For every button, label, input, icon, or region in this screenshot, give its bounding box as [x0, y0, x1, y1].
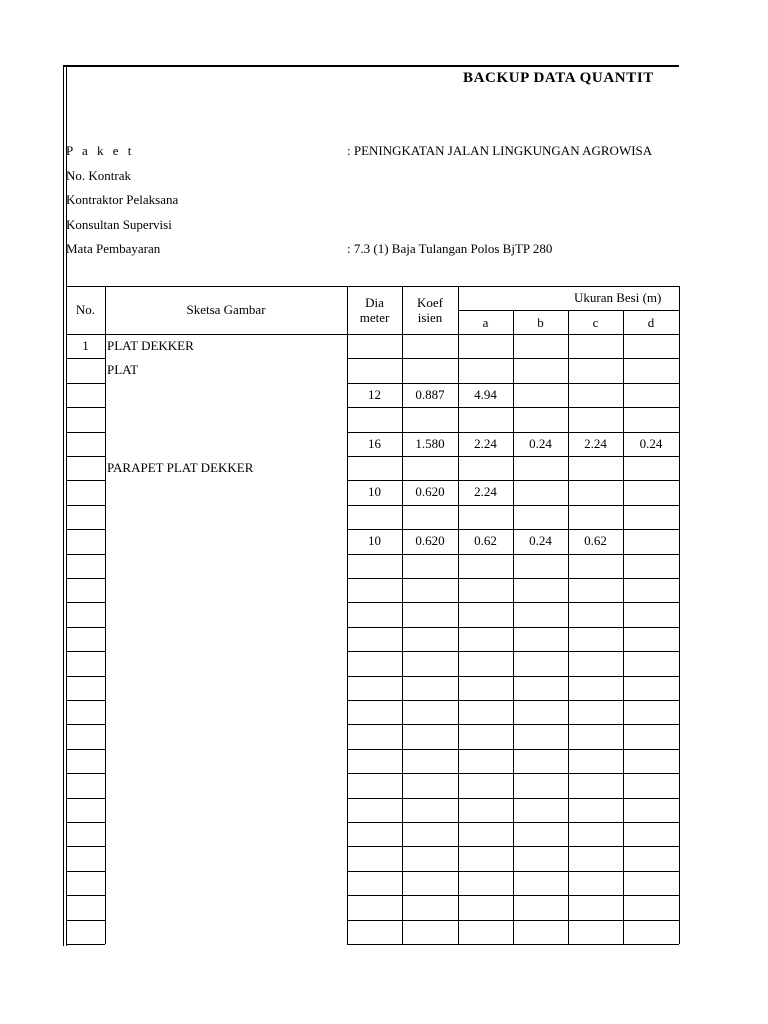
row-line	[347, 627, 679, 628]
row-line	[66, 895, 105, 896]
row-line	[66, 724, 105, 725]
cell-c: 2.24	[584, 436, 607, 451]
row-line	[347, 554, 679, 555]
mata-pembayaran-value: : 7.3 (1) Baja Tulangan Polos BjTP 280	[347, 241, 553, 256]
row-line	[347, 749, 679, 750]
row-line	[66, 383, 105, 384]
row-line	[66, 602, 105, 603]
row-line	[66, 700, 105, 701]
frame-top-border	[63, 65, 679, 67]
column-line	[105, 286, 106, 944]
row-line	[66, 358, 105, 359]
header-d: d	[647, 315, 655, 330]
cell-a: 2.24	[474, 436, 497, 451]
row-line	[347, 432, 679, 433]
row-line	[347, 798, 679, 799]
kontraktor-label: Kontraktor Pelaksana	[66, 192, 179, 207]
row-line	[347, 383, 679, 384]
cell-koef: 0.620	[415, 484, 445, 499]
cell-no: 1	[82, 338, 89, 353]
row-line	[66, 554, 105, 555]
row-line	[66, 920, 105, 921]
row-line	[347, 407, 679, 408]
row-line	[347, 358, 679, 359]
row-line	[347, 456, 679, 457]
row-line	[66, 871, 105, 872]
row-line	[66, 627, 105, 628]
cell-description: PLAT DEKKER	[107, 338, 194, 353]
row-line	[66, 578, 105, 579]
row-line	[66, 505, 105, 506]
cell-a: 0.62	[474, 533, 497, 548]
cell-dia: 10	[368, 484, 381, 499]
row-line	[66, 944, 105, 945]
header-dia-line2: meter	[359, 310, 390, 325]
paket-value: : PENINGKATAN JALAN LINGKUNGAN AGROWISA	[347, 143, 653, 158]
cell-dia: 12	[368, 387, 381, 402]
header-c: c	[592, 315, 599, 330]
row-line	[66, 773, 105, 774]
row-line	[66, 749, 105, 750]
row-line	[347, 944, 679, 945]
cell-koef: 0.887	[415, 387, 445, 402]
row-line	[66, 456, 105, 457]
row-line	[347, 846, 679, 847]
header-top-line	[66, 286, 679, 287]
row-line	[347, 773, 679, 774]
row-line	[347, 578, 679, 579]
row-line	[66, 651, 105, 652]
cell-d: 0.24	[639, 436, 663, 451]
row-line	[347, 529, 679, 530]
row-line	[66, 480, 105, 481]
header-dia-line1: Dia	[365, 295, 384, 310]
kontrak-label: No. Kontrak	[66, 168, 131, 183]
row-line	[66, 676, 105, 677]
row-line	[347, 480, 679, 481]
cell-dia: 16	[368, 436, 381, 451]
row-line	[347, 676, 679, 677]
cell-koef: 0.620	[415, 533, 445, 548]
header-b: b	[537, 315, 544, 330]
header-no: No.	[75, 302, 96, 317]
cell-koef: 1.580	[415, 436, 445, 451]
row-line	[347, 700, 679, 701]
row-line	[347, 724, 679, 725]
cell-a: 4.94	[474, 387, 497, 402]
cell-c: 0.62	[584, 533, 607, 548]
mata-pembayaran-label: Mata Pembayaran	[66, 241, 161, 256]
column-line	[679, 286, 680, 944]
cell-description: PARAPET PLAT DEKKER	[107, 460, 254, 475]
cell-dia: 10	[368, 533, 381, 548]
header-koef-line1: Koef	[417, 295, 443, 310]
row-line	[347, 602, 679, 603]
row-line	[66, 798, 105, 799]
header-a: a	[482, 315, 489, 330]
cell-description: PLAT	[107, 362, 139, 377]
konsultan-label: Konsultan Supervisi	[66, 217, 172, 232]
row-line	[66, 846, 105, 847]
row-line	[66, 529, 105, 530]
row-line	[347, 920, 679, 921]
row-line	[347, 895, 679, 896]
row-line	[347, 822, 679, 823]
cell-b: 0.24	[529, 436, 552, 451]
row-line	[347, 651, 679, 652]
header-ukuran: Ukuran Besi (m)	[574, 290, 662, 305]
row-line	[347, 505, 679, 506]
header-sketsa: Sketsa Gambar	[186, 302, 266, 317]
row-line	[66, 822, 105, 823]
row-line	[66, 432, 105, 433]
row-line	[66, 407, 105, 408]
row-line	[347, 871, 679, 872]
header-bottom-line	[66, 334, 679, 335]
cell-a: 2.24	[474, 484, 497, 499]
frame-left-border	[63, 65, 64, 946]
paket-label: P a k e t	[66, 143, 135, 158]
document-title: BACKUP DATA QUANTIT	[463, 70, 654, 86]
cell-b: 0.24	[529, 533, 552, 548]
header-koef-line2: isien	[417, 310, 443, 325]
